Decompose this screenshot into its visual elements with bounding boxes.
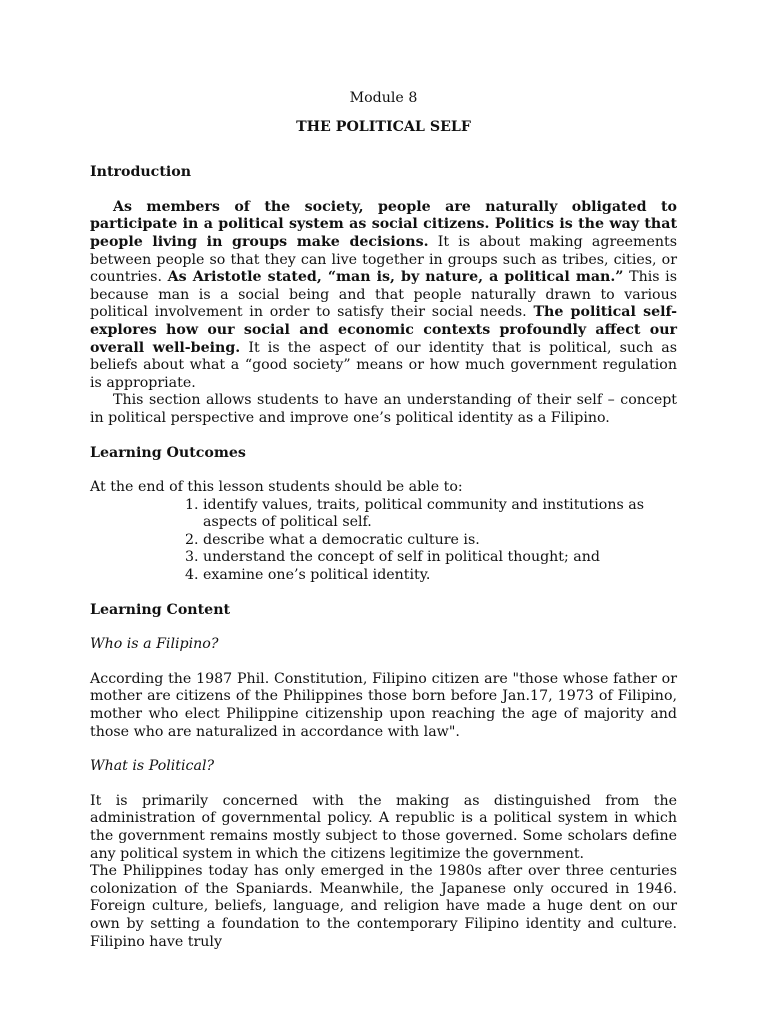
learning-outcomes-heading: Learning Outcomes	[90, 444, 246, 461]
intro-text-1: It is about making agreements between people so that they can live together in groups such as tribes, cities, or countries.	[90, 233, 677, 286]
learning-content-heading: Learning Content	[90, 601, 231, 618]
page-title: THE POLITICAL SELF	[296, 118, 471, 135]
list-item: 2. describe what a democratic culture is.	[203, 532, 677, 550]
introduction-paragraph	[90, 199, 677, 393]
outcomes-list	[90, 497, 677, 585]
module-label: Module 8	[349, 90, 418, 106]
filipino-definition-paragraph: According the 1987 Phil. Constitution, Filipino citizen are "those whose father or mother are citizens of the Philippines those born before Jan.17, 1973 of Filipino, mother who elect Philippine citizenship upon reaching the age of majority and those who are naturalized in accordance with law".	[90, 670, 677, 740]
list-item: 3. understand the concept of self in political thought; and	[203, 549, 677, 567]
question-who-is-filipino: Who is a Filipino?	[90, 636, 219, 653]
section-purpose-paragraph: This section allows students to have an understanding of their self – concept in political perspective and improve one’s political identity as a Filipino.	[90, 392, 677, 426]
intro-bold-3: The political self-explores how our social and economic contexts profoundly affect our overall well-being.	[90, 304, 677, 356]
philippines-history-paragraph: The Philippines today has only emerged in the 1980s after over three centuries colonization of the Spaniards. Meanwhile, the Japanese only occured in 1946. Foreign culture, beliefs, language, and religion have made a huge dent on our own by setting a foundation to the contemporary Filipino identity and culture. Filipino have truly	[90, 863, 677, 950]
intro-bold-1: As members of the society, people are naturally obligated to participate in a political system as social citizens. Politics is the way that people living in groups make decisions.	[90, 198, 677, 250]
outcomes-lead: At the end of this lesson students should be able to:	[90, 479, 463, 496]
intro-text-3: It is the aspect of our identity that is political, such as beliefs about what a “good society” means or how much government regulation is appropriate.	[90, 339, 677, 391]
introduction-heading: Introduction	[90, 164, 192, 181]
document-body	[90, 90, 677, 951]
list-item: 1. identify values, traits, political community and institutions as aspects of political self.	[203, 497, 677, 532]
intro-bold-2: As Aristotle stated, “man is, by nature, a political man.”	[167, 269, 624, 286]
question-what-is-political: What is Political?	[90, 758, 215, 775]
intro-text-2: This is because man is a social being and that people naturally drawn to various political involvement in order to satisfy their social needs.	[90, 269, 677, 321]
political-definition-paragraph: It is primarily concerned with the making as distinguished from the administration of governmental policy. A republic is a political system in which the government remains mostly subject to those governed. Some scholars define any political system in which the citizens legitimize the government.	[90, 792, 677, 862]
list-item: 4. examine one’s political identity.	[203, 567, 677, 585]
